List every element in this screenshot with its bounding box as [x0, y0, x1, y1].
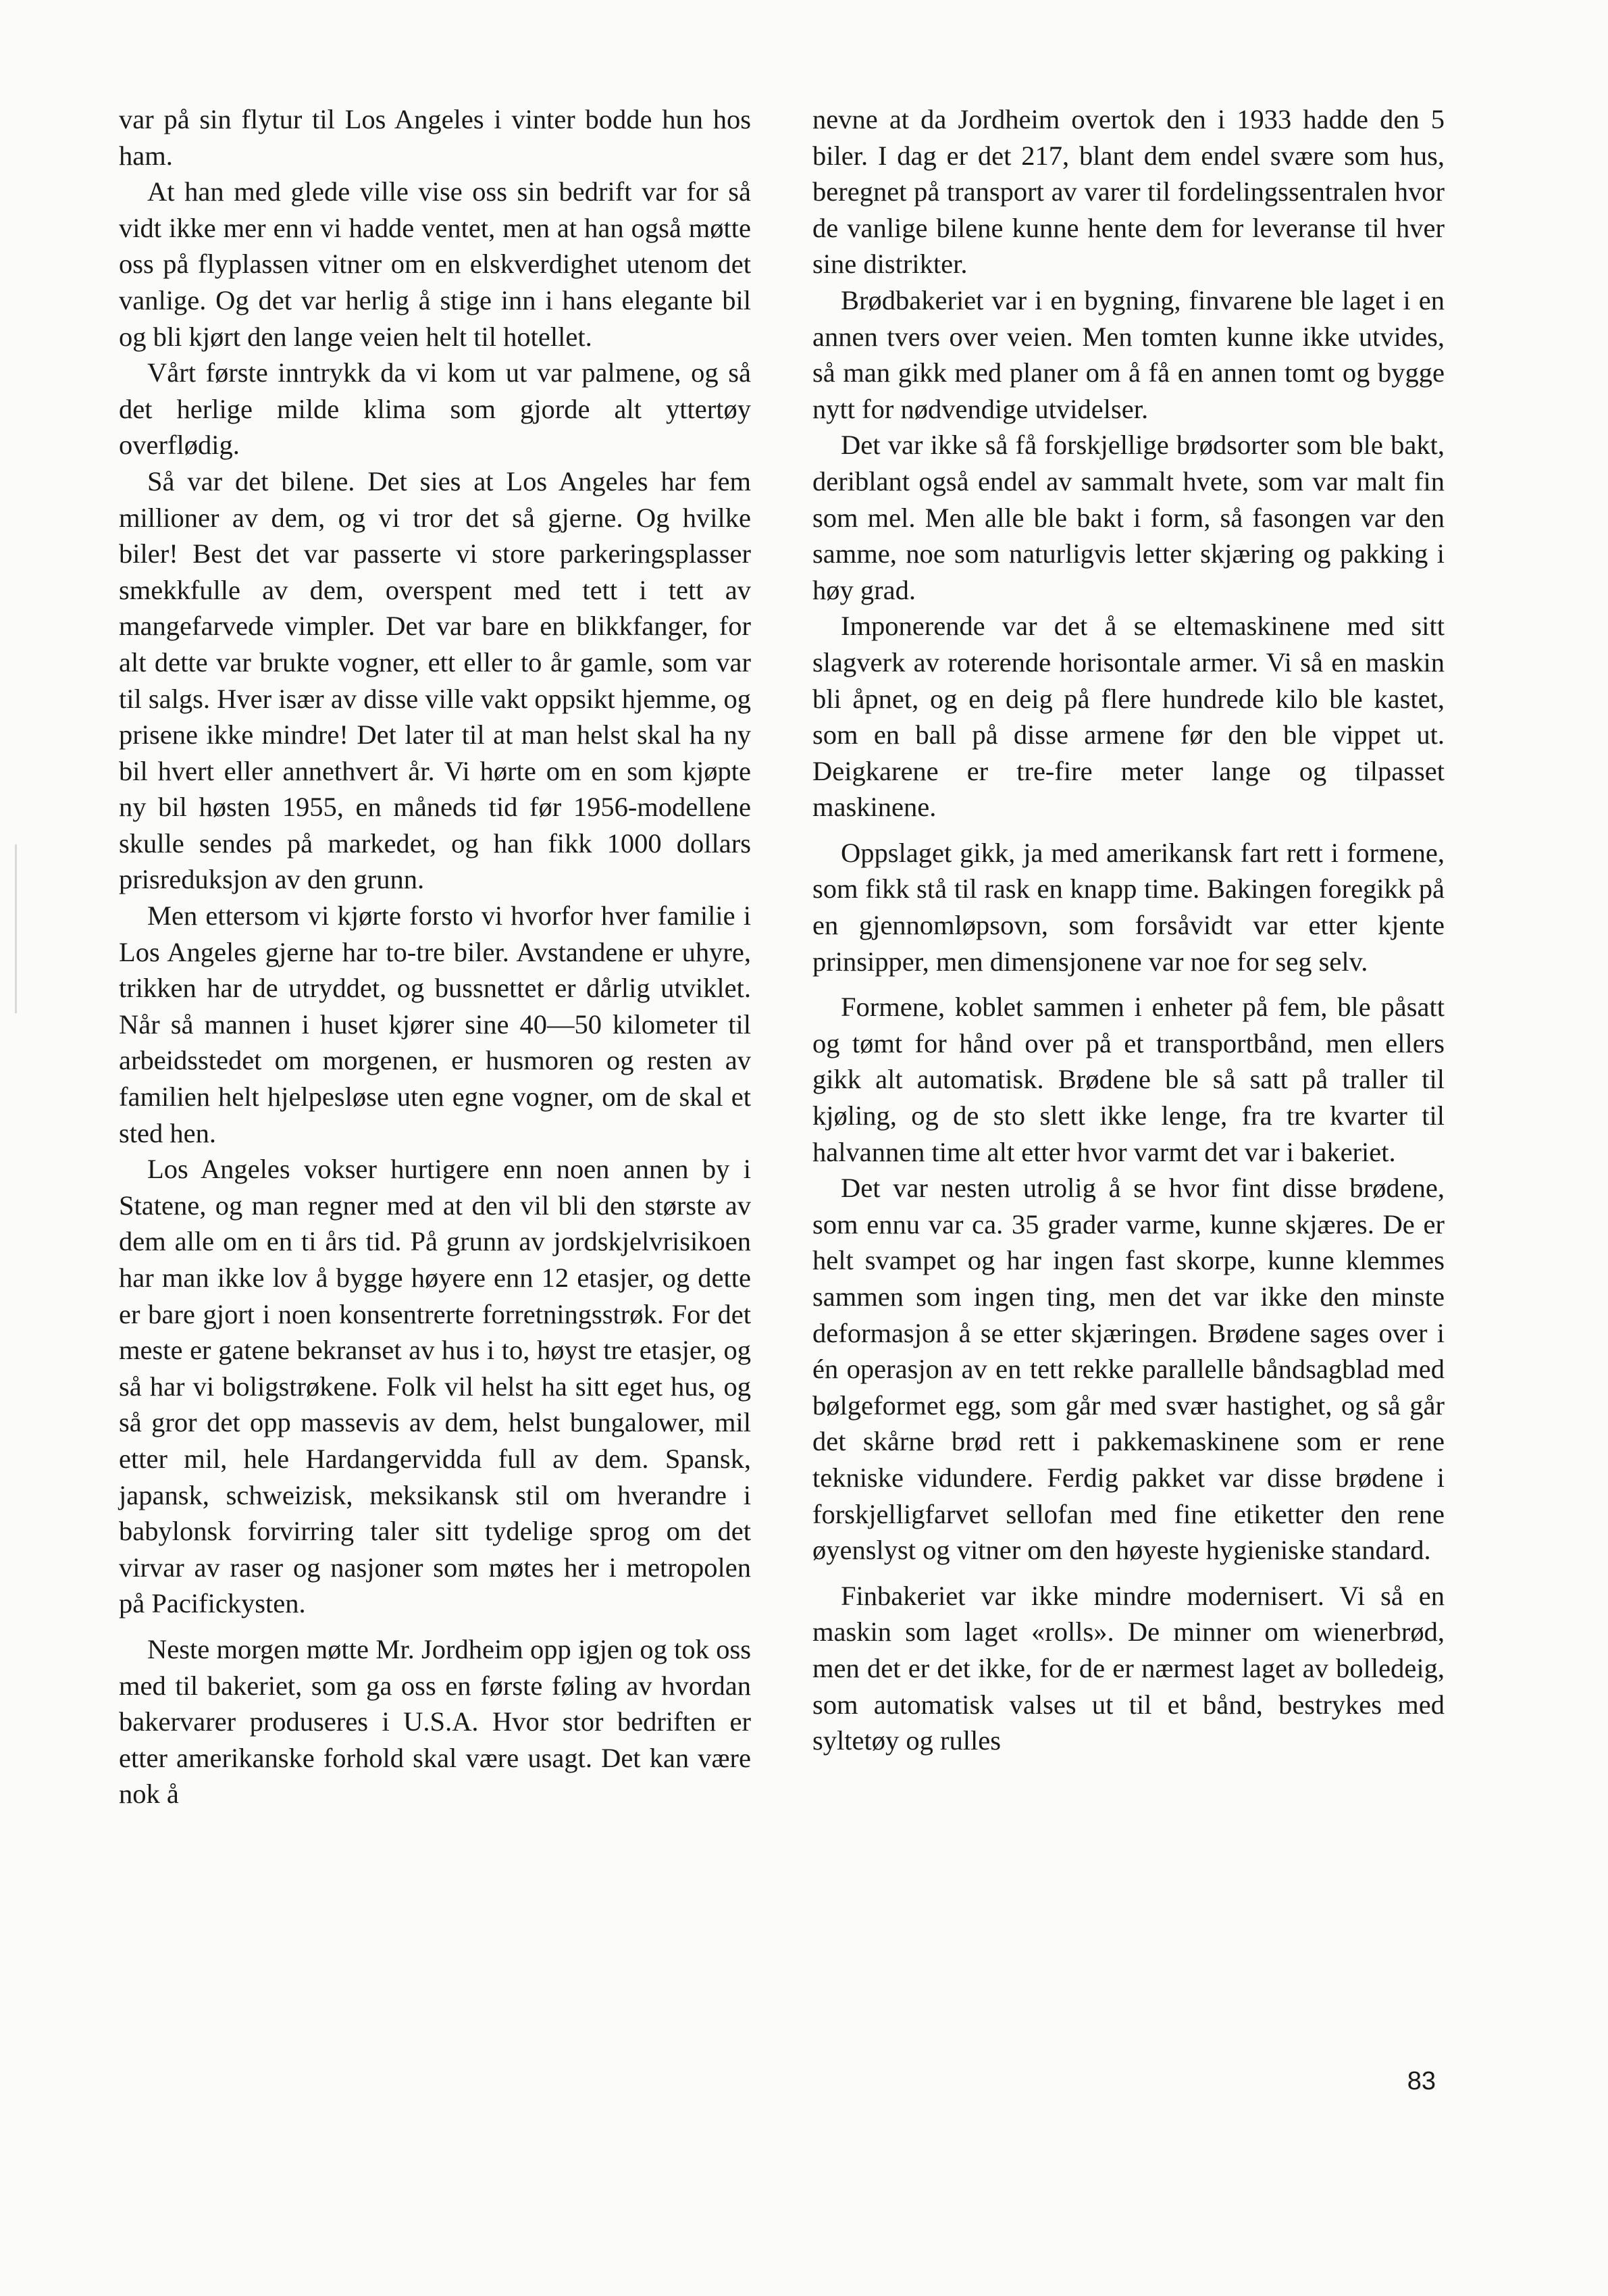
paragraph: Vårt første inntrykk da vi kom ut var palmene, og så det herlige milde klima som gjorde alt yttertøy overflødig.: [119, 357, 751, 461]
paragraph: var på sin flytur til Los Angeles i vinter bodde hun hos ham.: [119, 104, 751, 171]
paragraph: Imponerende var det å se eltemaskinene med sitt slagverk av roterende horisontale armer. Vi så en maskin bli åpnet, og en deig på flere hundrede kilo ble kastet, som en ball på disse armene før den ble vippet ut. Deigkarene er tre-fire meter lange og tilpasset maskinene.: [812, 611, 1445, 823]
paragraph: Los Angeles vokser hurtigere enn noen annen by i Statene, og man regner med at den vil bli den største av dem alle om en ti års tid. På grunn av jordskjelvrisikoen har man ikke lov å bygge høyere enn 12 etasjer, og dette er bare gjort i noen konsentrerte forretningsstrøk. For det meste er gatene bekranset av hus i to, høyst tre etasjer, og så har vi boligstrøkene. Folk vil helst ha sitt eget hus, og så gror det opp massevis av dem, helst bungalower, mil etter mil, hele Hardangervidda full av dem. Spansk, japansk, schweizisk, meksikansk stil om hverandre i babylonsk forvirring taler sitt tydelige sprog om det virvar av raser og nasjoner som møtes her i metropolen på Pacifickysten.: [119, 1154, 751, 1619]
paragraph: Finbakeriet var ikke mindre modernisert. Vi så en maskin som laget «rolls». De minner om wienerbrød, men det er det ikke, for de er nærmest laget av bolledeig, som automatisk valses ut til et bånd, bestrykes med syltetøy og rulles: [812, 1580, 1445, 1756]
page-number: 83: [1407, 2067, 1436, 2095]
scan-edge-mark: [15, 844, 17, 1013]
paragraph: Det var ikke så få forskjellige brødsorter som ble bakt, deriblant også endel av sammalt hvete, som var malt fin som mel. Men alle ble bakt i form, så fasongen var den samme, noe som naturligvis letter skjæring og pakking i høy grad.: [812, 430, 1445, 605]
paragraph: Så var det bilene. Det sies at Los Angeles har fem millioner av dem, og vi tror det så gjerne. Og hvilke biler! Best det var passerte vi store parkeringsplasser smekkfulle av dem, overspent med tett i tett av mangefarvede vimpler. Det var bare en blikkfanger, for alt dette var brukte vogner, ett eller to år gamle, som var til salgs. Hver især av disse ville vakt oppsikt hjemme, og prisene ikke mindre! Det later til at man helst skal ha ny bil hvert eller annethvert år. Vi hørte om en som kjøpte ny bil høsten 1955, en måneds tid før 1956-modellene skulle sendes på markedet, og han fikk 1000 dollars prisreduksjon av den grunn.: [119, 465, 751, 895]
paragraph: Formene, koblet sammen i enheter på fem, ble påsatt og tømt for hånd over på et transportbånd, men ellers gikk alt automatisk. Brødene ble så satt på traller til kjøling, og de sto slett ikke lenge, fra tre kvarter til halvannen time alt etter hvor varmt det var i bakeriet.: [812, 992, 1445, 1167]
paragraph: Det var nesten utrolig å se hvor fint disse brødene, som ennu var ca. 35 grader varme, kunne skjæres. De er helt svampet og har ingen fast skorpe, kunne klemmes sammen som ingen ting, men det var ikke den minste deformasjon å se etter skjæringen. Brødene sages over i én operasjon av en tett rekke parallelle båndsagblad med bølgeformet egg, som går med svær hastighet, og så går det skårne brød rett i pakkemaskinene som er rene tekniske vidundere. Ferdig pakket var disse brødene i forskjelligfarvet sellofan med fine etiketter den rene øyenslyst og vitner om den høyeste hygieniske standard.: [812, 1173, 1445, 1566]
text-column-right: [812, 101, 1445, 1759]
text-column-left: [119, 101, 751, 1812]
paragraph: Brødbakeriet var i en bygning, finvarene ble laget i en annen tvers over veien. Men tomten kunne ikke utvides, så man gikk med planer om å få en annen tomt og bygge nytt for nødvendige utvidelser.: [812, 284, 1445, 424]
paragraph: At han med glede ville vise oss sin bedrift var for så vidt ikke mer enn vi hadde ventet, men at han også møtte oss på flyplassen vitner om en elskverdighet utenom det vanlige. Og det var herlig å stige inn i hans elegante bil og bli kjørt den lange veien helt til hotellet.: [119, 176, 751, 352]
paragraph: Men ettersom vi kjørte forsto vi hvorfor hver familie i Los Angeles gjerne har to-tre biler. Avstandene er uhyre, trikken har de utryddet, og bussnettet er dårlig utviklet. Når så mannen i huset kjører sine 40—50 kilometer til arbeidsstedet om morgenen, er husmoren og resten av familien helt hjelpesløse uten egne vogner, om de skal et sted hen.: [119, 900, 751, 1148]
paragraph: Oppslaget gikk, ja med amerikansk fart rett i formene, som fikk stå til rask en knapp time. Bakingen foregikk på en gjennomløpsovn, som forsåvidt var etter kjente prinsipper, men dimensjonene var noe for seg selv.: [812, 837, 1445, 977]
paragraph: Neste morgen møtte Mr. Jordheim opp igjen og tok oss med til bakeriet, som ga oss en første føling av hvordan bakervarer produseres i U.S.A. Hvor stor bedriften er etter amerikanske forhold skal være usagt. Det kan være nok å: [119, 1633, 751, 1810]
paragraph: nevne at da Jordheim overtok den i 1933 hadde den 5 biler. I dag er det 217, blant dem endel svære som hus, beregnet på transport av varer til fordelingssentralen hvor de vanlige bilene kunne hente dem for leveranse til hver sine distrikter.: [812, 104, 1445, 280]
